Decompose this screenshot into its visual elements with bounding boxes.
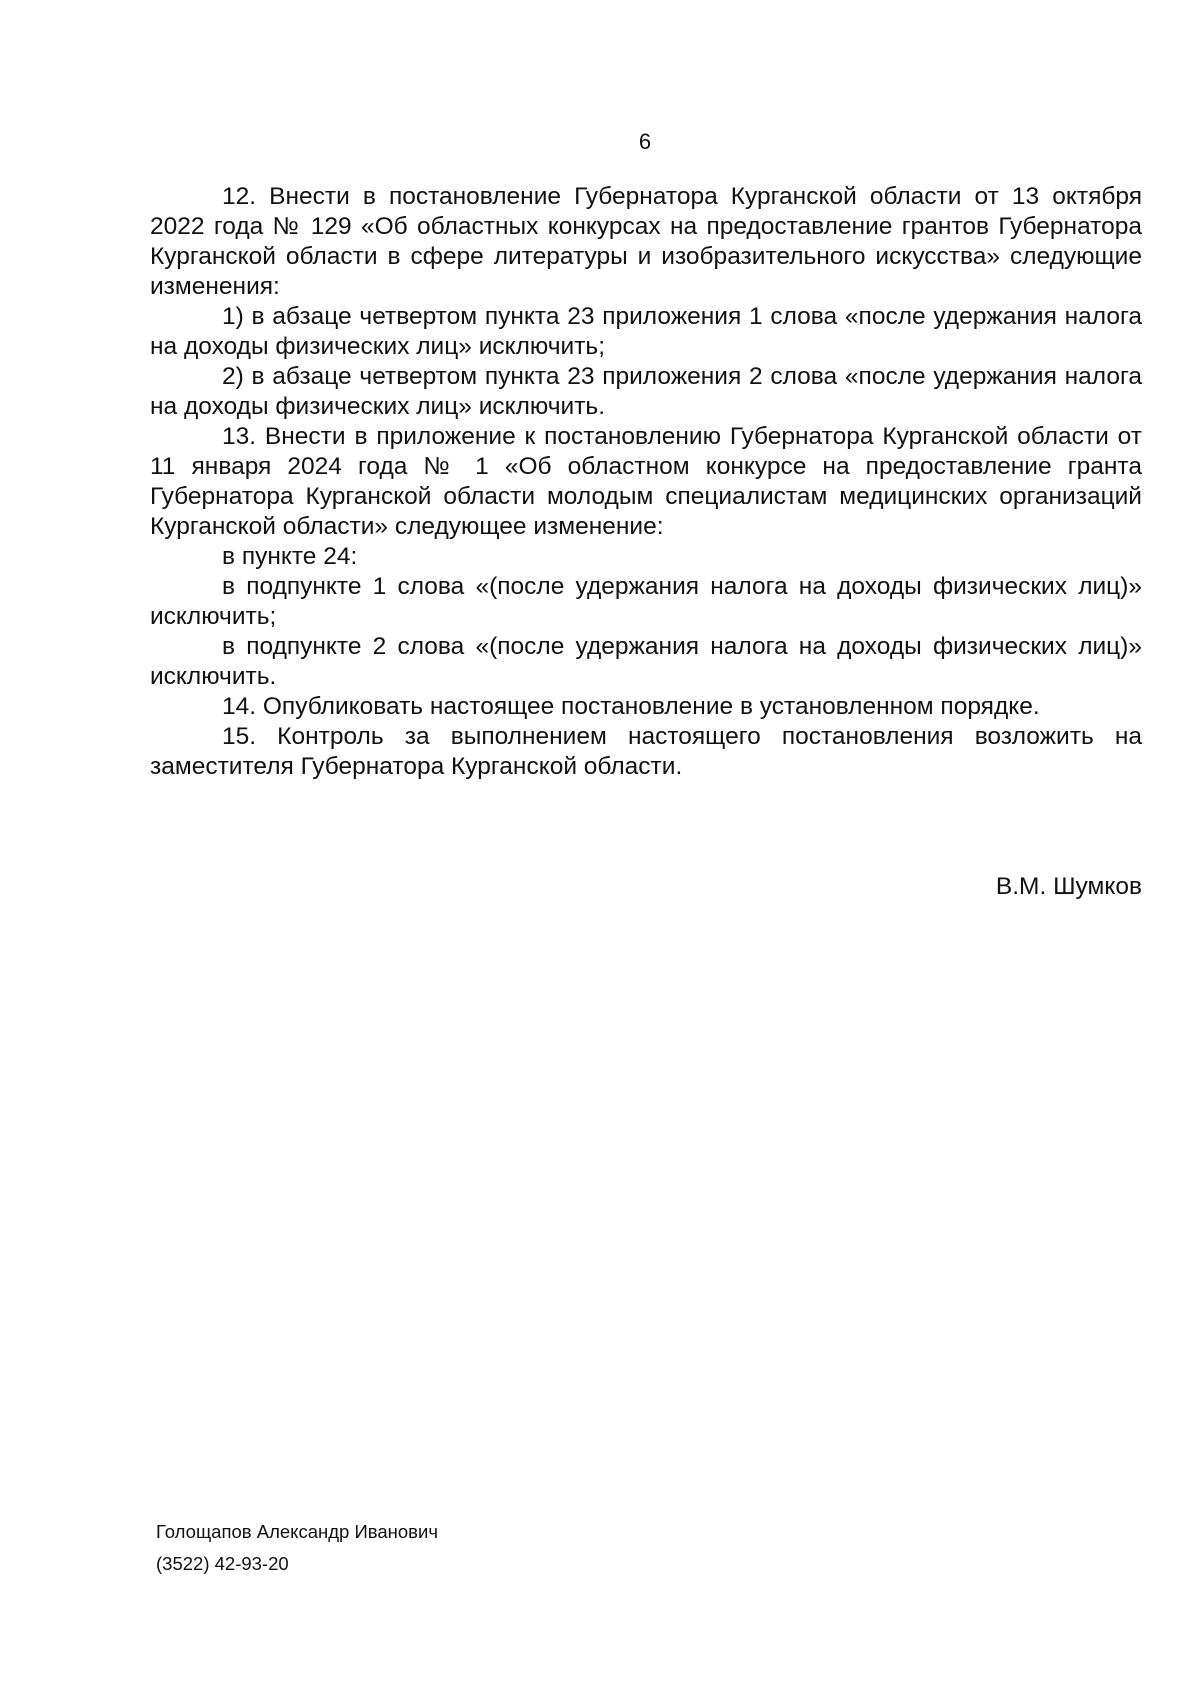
paragraph-15: 15. Контроль за выполнением настоящего постановления возложить на заместителя Губернатора Курганской области. bbox=[150, 723, 1142, 780]
paragraph-13-subitem-1: в подпункте 1 слова «(после удержания налога на доходы физических лиц)» исключить; bbox=[150, 573, 1142, 630]
signature-name: В.М. Шумков bbox=[995, 873, 1142, 900]
paragraph-13-subitem-2: в подпункте 2 слова «(после удержания налога на доходы физических лиц)» исключить. bbox=[150, 633, 1142, 690]
executor-phone: (3522) 42-93-20 bbox=[156, 1553, 289, 1574]
executor-name: Голощапов Александр Иванович bbox=[156, 1521, 438, 1542]
paragraph-12-item-2: 2) в абзаце четвертом пункта 23 приложения 2 слова «после удержания налога на доходы физических лиц» исключить. bbox=[150, 363, 1142, 420]
document-body bbox=[150, 182, 1142, 782]
paragraph-13: 13. Внести в приложение к постановлению Губернатора Курганской области от 11 января 2024 года № 1 «Об областном конкурсе на предоставление гранта Губернатора Курганской области молодым специалистам медицинских организаций Курганской области» следующее изменение: bbox=[150, 423, 1142, 540]
executor-block bbox=[156, 1516, 438, 1580]
paragraph-12: 12. Внести в постановление Губернатора Курганской области от 13 октября 2022 года № 129 «Об областных конкурсах на предоставление грантов Губернатора Курганской области в сфере литературы и изобразительного искусства» следующие изменения: bbox=[150, 183, 1142, 300]
paragraph-13-point-24: в пункте 24: bbox=[222, 543, 358, 570]
paragraph-12-item-1: 1) в абзаце четвертом пункта 23 приложения 1 слова «после удержания налога на доходы физических лиц» исключить; bbox=[150, 303, 1142, 360]
paragraph-14: 14. Опубликовать настоящее постановление в установленном порядке. bbox=[222, 693, 1040, 720]
page-number: 6 bbox=[638, 129, 652, 154]
